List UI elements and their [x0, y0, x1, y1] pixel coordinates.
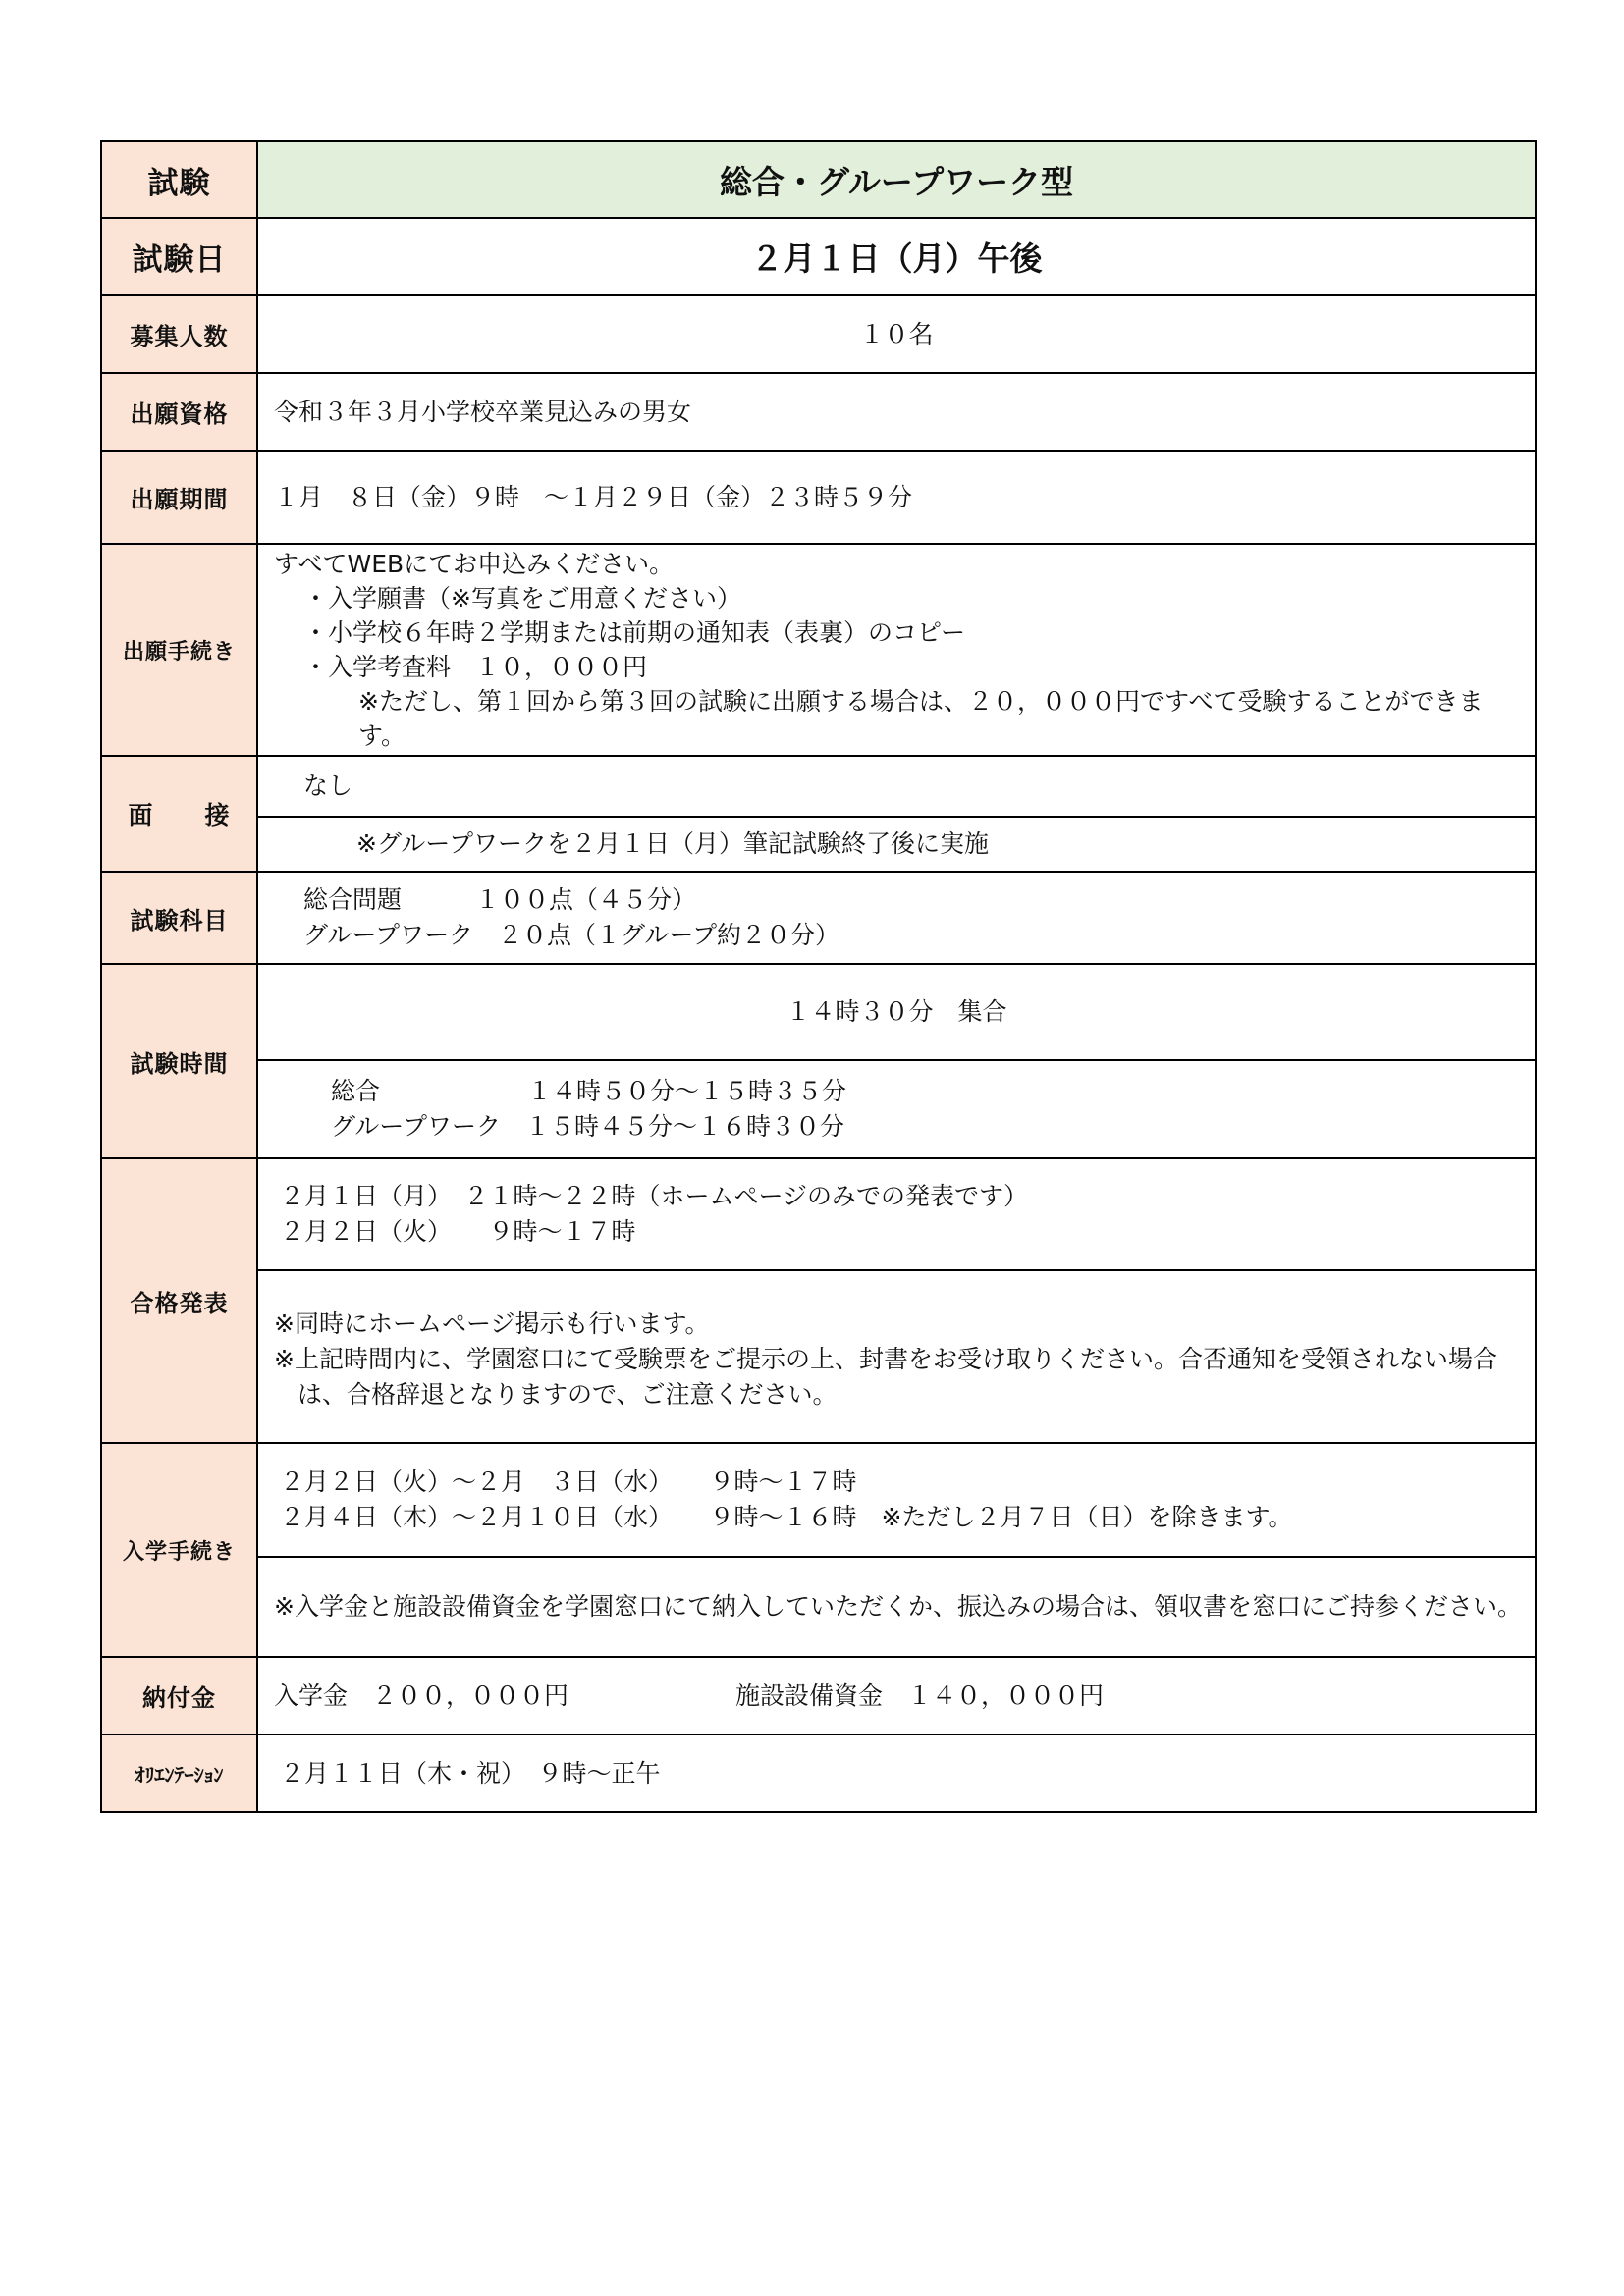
- value-eligibility: 令和３年３月小学校卒業見込みの男女: [257, 373, 1536, 451]
- time-assembly: １４時３０分 集合: [257, 964, 1536, 1060]
- subject-general: 総合問題 １００点（４５分）: [303, 885, 697, 914]
- result-note-web: ※同時にホームページ掲示も行います。: [274, 1309, 710, 1338]
- row-enrollment-1: [101, 1443, 1536, 1557]
- label-period: 出願期間: [101, 451, 257, 544]
- row-capacity: [101, 295, 1536, 373]
- value-fees: [257, 1657, 1536, 1735]
- row-exam: [101, 141, 1536, 218]
- result-time-day1: ２月１日（月） ２１時～２２時（ホームページのみでの発表です）: [280, 1182, 1029, 1210]
- row-eligibility: [101, 373, 1536, 451]
- label-capacity: 募集人数: [101, 295, 257, 373]
- time-schedule: [257, 1060, 1536, 1158]
- result-notes: [257, 1270, 1536, 1443]
- value-interview: なし: [257, 756, 1536, 817]
- enrollment-note-cell: [257, 1557, 1536, 1657]
- row-interview-2: [101, 817, 1536, 872]
- result-time-day2: ２月２日（火） ９時～１７時: [280, 1217, 636, 1246]
- label-interview: 面 接: [101, 756, 257, 872]
- label-result: 合格発表: [101, 1158, 257, 1443]
- row-date: [101, 218, 1536, 295]
- label-time: 試験時間: [101, 964, 257, 1158]
- row-time-1: [101, 964, 1536, 1060]
- row-procedure: [101, 544, 1536, 756]
- value-orientation: ２月１１日（木・祝） ９時～正午: [257, 1735, 1536, 1812]
- row-interview-1: [101, 756, 1536, 817]
- enrollment-period-2: ２月４日（木）～２月１０日（水） ９時～１６時 ※ただし２月７日（日）を除きます。: [280, 1503, 1293, 1531]
- label-fees: 納付金: [101, 1657, 257, 1735]
- subject-groupwork: グループワーク ２０点（１グループ約２０分）: [303, 921, 840, 949]
- value-procedure: [257, 544, 1536, 756]
- time-groupwork: グループワーク １５時４５分～１６時３０分: [331, 1112, 845, 1141]
- label-date: 試験日: [101, 218, 257, 295]
- row-period: [101, 451, 1536, 544]
- row-subjects: [101, 872, 1536, 964]
- result-note-window: ※上記時間内に、学園窓口にて受験票をご提示の上、封書をお受け取りください。合否通知を受領されない場合は、合格辞退となりますので、ご注意ください。: [274, 1345, 1497, 1409]
- result-times: [257, 1158, 1536, 1270]
- row-time-2: [101, 1060, 1536, 1158]
- enrollment-period-1: ２月２日（火）～２月 ３日（水） ９時～１７時: [280, 1468, 857, 1496]
- row-result-1: [101, 1158, 1536, 1270]
- value-capacity: １０名: [257, 295, 1536, 373]
- label-eligibility: 出願資格: [101, 373, 257, 451]
- procedure-intro: すべてWEBにてお申込みください。: [274, 550, 675, 578]
- procedure-item-fee: ・入学考査料 １０，０００円: [303, 653, 648, 681]
- label-subjects: 試験科目: [101, 872, 257, 964]
- row-enrollment-2: [101, 1557, 1536, 1657]
- procedure-item-application: ・入学願書（※写真をご用意ください）: [303, 584, 741, 613]
- value-period: １月 ８日（金）９時 ～１月２９日（金）２３時５９分: [257, 451, 1536, 544]
- interview-note: ※グループワークを２月１日（月）筆記試験終了後に実施: [257, 817, 1536, 872]
- enrollment-note: ※入学金と施設設備資金を学園窓口にて納入していただくか、振込みの場合は、領収書を窓口にご持参ください。: [274, 1592, 1522, 1621]
- label-orientation: ｵﾘｴﾝﾃｰｼｮﾝ: [101, 1735, 257, 1812]
- exam-info-table: [100, 140, 1537, 1813]
- row-fees: [101, 1657, 1536, 1735]
- row-orientation: [101, 1735, 1536, 1812]
- fee-entrance: 入学金 ２００，０００円: [274, 1681, 569, 1710]
- label-exam: 試験: [101, 141, 257, 218]
- row-result-2: [101, 1270, 1536, 1443]
- value-subjects: [257, 872, 1536, 964]
- procedure-item-report-card: ・小学校６年時２学期または前期の通知表（表裏）のコピー: [303, 618, 966, 647]
- procedure-note: ※ただし、第１回から第３回の試験に出願する場合は、２０，０００円ですべて受験することができます。: [358, 687, 1484, 750]
- time-general: 総合 １４時５０分～１５時３５分: [331, 1077, 847, 1105]
- label-enrollment: 入学手続き: [101, 1443, 257, 1657]
- label-procedure: 出願手続き: [101, 544, 257, 756]
- fee-facility: 施設設備資金 １４０，０００円: [735, 1681, 1105, 1710]
- value-date: ２月１日（月）午後: [257, 218, 1536, 295]
- enrollment-dates: [257, 1443, 1536, 1557]
- value-exam-type: 総合・グループワーク型: [257, 141, 1536, 218]
